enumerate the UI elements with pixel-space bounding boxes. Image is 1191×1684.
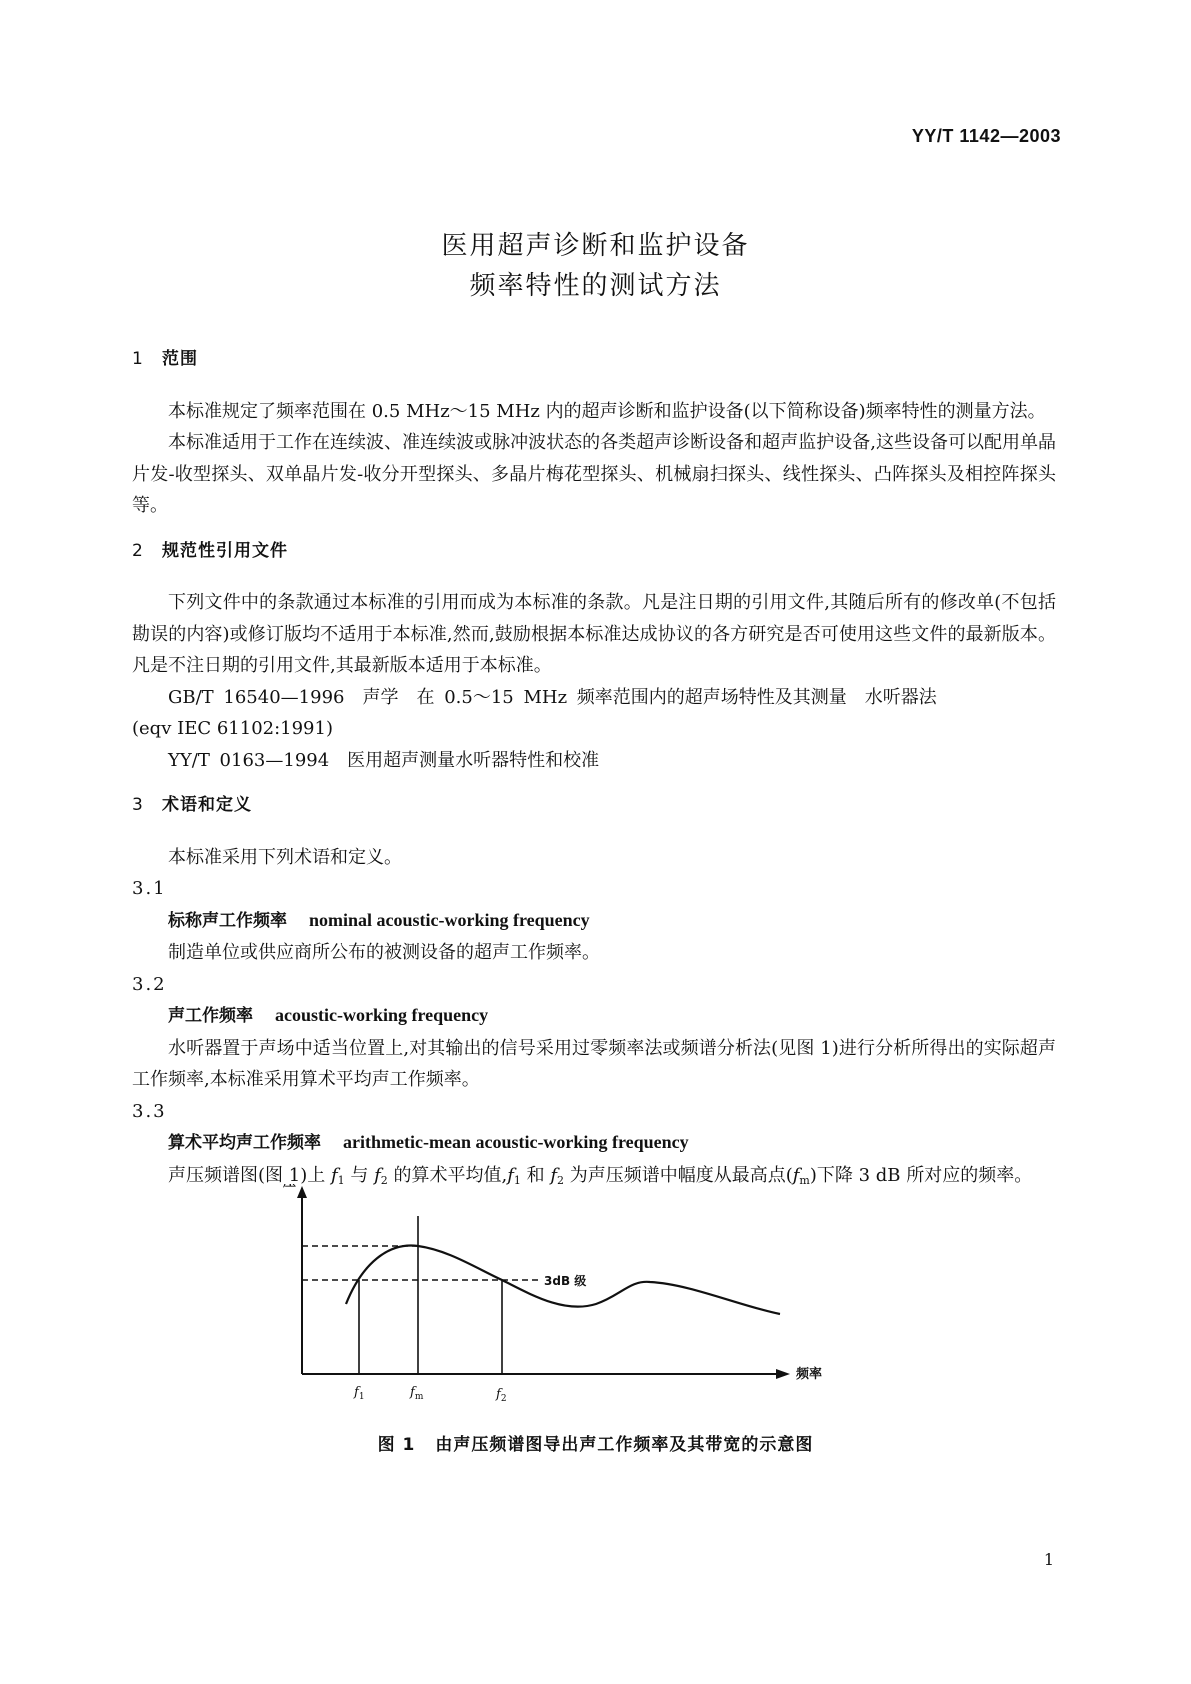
spectrum-diagram <box>280 1184 880 1406</box>
title-line-1: 医用超声诊断和监护设备 <box>441 231 750 261</box>
term-chinese: 算术平均声工作频率 <box>168 1133 321 1153</box>
section-1-paragraph-1: 本标准规定了频率范围在 0.5 MHz～15 MHz 内的超声诊断和监护设备(以下简称设备)频率特性的测量方法。 <box>168 400 1046 422</box>
term-english: acoustic-working frequency <box>275 1005 489 1025</box>
clause-number: 3.1 <box>132 878 167 899</box>
tick-f1: $f_1$ <box>354 1385 365 1402</box>
section-number: 3 <box>132 795 144 815</box>
term-heading <box>168 1127 1056 1160</box>
figure-caption <box>0 1430 1191 1455</box>
tick-f2: $f_2$ <box>496 1387 507 1404</box>
x-axis-label: 频率 <box>796 1367 823 1382</box>
section-number: 2 <box>132 540 144 561</box>
section-2-heading <box>132 536 1056 568</box>
page-number: 1 <box>1043 1550 1054 1569</box>
term-english: arithmetic-mean acoustic-working frequency <box>343 1132 689 1152</box>
section-3-heading <box>132 790 1056 822</box>
term-heading <box>168 1000 1056 1033</box>
section-title: 范围 <box>162 349 198 369</box>
y-axis-label <box>280 1184 296 1190</box>
figure-caption-text: 由声压频谱图导出声工作频率及其带宽的示意图 <box>435 1435 814 1455</box>
reference-1-continuation: (eqv IEC 61102:1991) <box>132 718 333 739</box>
level-label: 3dB 级 <box>544 1274 587 1288</box>
section-title: 规范性引用文件 <box>162 540 288 561</box>
clause-number: 3.2 <box>132 973 167 995</box>
term-english: nominal acoustic-working frequency <box>309 909 590 930</box>
section-number: 1 <box>132 349 144 369</box>
section-1-paragraph-2: 本标准适用于工作在连续波、准连续波或脉冲波状态的各类超声诊断设备和超声监护设备,这些设备可以配用单晶片发-收型探头、双单晶片发-收分开型探头、多晶片梅花型探头、机械扇扫探头、线性探头、凸阵探头及相控阵探头等。 <box>132 432 1056 516</box>
figure-1 <box>280 1184 880 1406</box>
clause-number: 3.3 <box>132 1100 167 1122</box>
section-3-intro: 本标准采用下列术语和定义。 <box>168 846 402 868</box>
term-definition: 制造单位或供应商所公布的被测设备的超声工作频率。 <box>168 942 600 963</box>
reference-2: YY/T 0163—1994 医用超声测量水听器特性和校准 <box>168 749 600 771</box>
figure-label: 图 1 <box>377 1435 416 1455</box>
reference-1: GB/T 16540—1996 声学 在 0.5～15 MHz 频率范围内的超声场特性及其测量 水听器法 <box>168 686 937 708</box>
tick-fm: $f_m$ <box>410 1385 424 1402</box>
standard-code: YY/T 1142—2003 <box>911 126 1061 146</box>
document-body <box>132 344 1056 1196</box>
y-axis-arrow-icon <box>297 1186 307 1198</box>
term-chinese: 声工作频率 <box>168 1006 253 1026</box>
title-line-2: 频率特性的测试方法 <box>469 271 722 301</box>
document-title <box>0 226 1191 306</box>
section-title: 术语和定义 <box>162 795 252 815</box>
term-definition: 声压频谱图(图 1)上 $f_1$ 与 $f_2$ 的算术平均值$,f_1$ 和 $f_2$ 为声压频谱中幅度从最高点$(f_m)$下降 3 dB 所对应的频率。 <box>168 1164 1033 1187</box>
x-axis-arrow-icon <box>776 1369 790 1379</box>
term-chinese: 标称声工作频率 <box>168 910 287 931</box>
section-2-paragraph-1: 下列文件中的条款通过本标准的引用而成为本标准的条款。凡是注日期的引用文件,其随后所有的修改单(不包括勘误的内容)或修订版均不适用于本标准,然而,鼓励根据本标准达成协议的各方研究是否可使用这些文件的最新版本。凡是不注日期的引用文件,其最新版本适用于本标准。 <box>132 592 1056 676</box>
term-definition: 水听器置于声场中适当位置上,对其输出的信号采用过零频率法或频谱分析法(见图 1)进行分析所得出的实际超声工作频率,本标准采用算术平均声工作频率。 <box>132 1037 1056 1090</box>
section-1-heading <box>132 344 1056 376</box>
term-heading <box>168 905 1056 938</box>
